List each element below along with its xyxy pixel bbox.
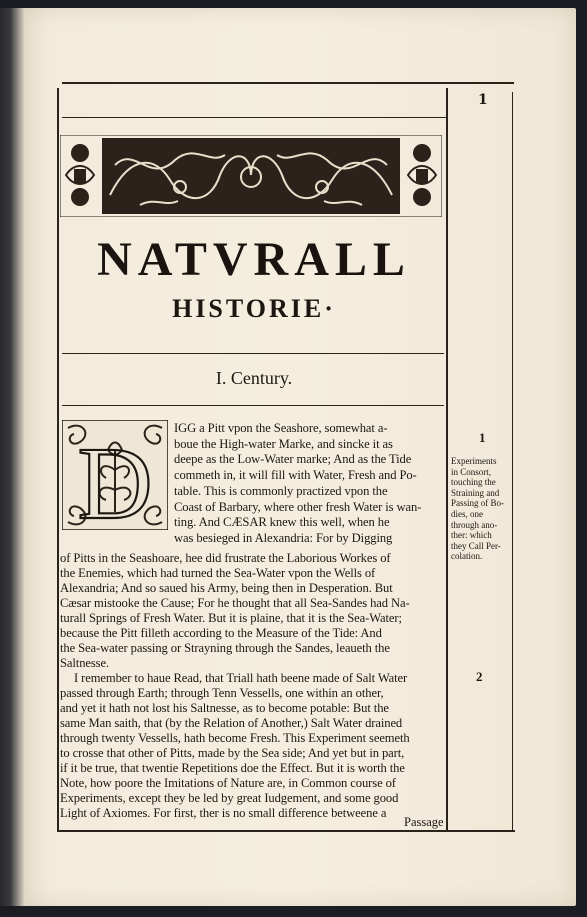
bottom-rule [57,830,515,832]
top-rule-inner [62,117,448,118]
margin-note-line: colation. [451,551,483,562]
text-line: passed through Earth; through Tenn Vessells, one within an other, [60,686,384,700]
book-subtitle: HISTORIE· [172,294,336,323]
text-line: of Pitts in the Seashoare, hee did frustrate the Laborious Workes of [60,551,391,565]
text-line: and yet it hath not lost his Saltnesse, as to become potable: But the [60,701,389,715]
text-line: the Enemies, which had turned the Sea-Water vpon the Wells of [60,566,376,580]
text-line: I remember to haue Read, that Triall hath beene made of Salt Water [74,671,408,685]
left-frame-rule [57,88,59,830]
text-line: Note, how poore the Imitations of Nature are, in Common course of [60,776,396,790]
margin-note-line: Straining and [451,487,500,498]
text-line: Experiments, except they be led by great Iudgement, and some good [60,791,399,805]
text-line: was besieged in Alexandria: For by Digging [174,530,393,545]
text-line: the Sea-water passing or Strayning through the Sandes, leaueth the [60,641,390,655]
margin-number: 1 [479,430,486,445]
title-rule-top [62,353,444,354]
margin-note-line: dies, one [451,508,483,519]
text-line: same Man saith, that (by the Relation of Another,) Salt Water drained [60,716,403,730]
margin-note [451,456,513,562]
text-line: boue the High-water Marke, and sincke it as [174,436,393,451]
text-line: Coast of Barbary, where other fresh Water is wan- [174,499,422,514]
text-line: turall Springs of Fresh Water. But it is plaine, that it is the Sea-Water; [60,611,402,625]
section-heading: I. Century. [215,368,293,388]
text-line: if it be true, that twentie Repetitions doe the Effect. But it is worth the [60,761,405,775]
text-line: Alexandria; And so saued his Army, being then in Desperation. But [60,581,393,595]
text-line: through twenty Vessells, hath become Fresh. This Experiment seemeth [60,731,410,745]
text-line: Saltnesse. [60,656,110,670]
text-line: table. This is commonly practized vpon the [174,483,388,498]
text-line: ting. And CÆSAR knew this well, when he [174,515,390,530]
margin-note-line: they Call Per- [451,540,501,551]
margin-note-line: Passing of Bo- [451,498,505,509]
margin-number: 2 [476,669,483,684]
catchword: Passage [404,815,444,829]
drop-cap-letter: D [77,426,153,530]
margin-divider-rule [446,88,448,830]
margin-note-line: touching the [451,477,496,488]
margin-note-line: ther: which [451,530,492,541]
ornamental-headpiece [60,135,442,217]
book-title: NATVRALL [97,233,411,286]
text-line: IGG a Pitt vpon the Seashore, somewhat a- [174,421,388,435]
text-line: because the Pitt filleth according to the Measure of the Tide: And [60,626,382,640]
top-rule [62,82,514,84]
drop-cap-ornament [62,420,168,530]
text-line: Cæsar mistooke the Cause; For he thought that all Sea-Sandes had Na- [60,596,410,610]
margin-note-line: in Consort, [451,466,492,477]
text-line: Light of Axiomes. For first, ther is no small difference betweene a [60,806,387,820]
text-line: to crosse that other of Pitts, made by the Sea side; And yet but in part, [60,746,405,760]
text-line: commeth in, it will fill with Water, Fresh and Po- [174,468,417,483]
title-rule-bottom [62,405,444,406]
page-number: 1 [478,92,488,108]
margin-note-line: through ano- [451,519,498,530]
margin-note-line: Experiments [451,456,497,466]
book-spine [0,8,26,906]
text-line: deepe as the Low-Water marke; And as the Tide [174,452,412,467]
